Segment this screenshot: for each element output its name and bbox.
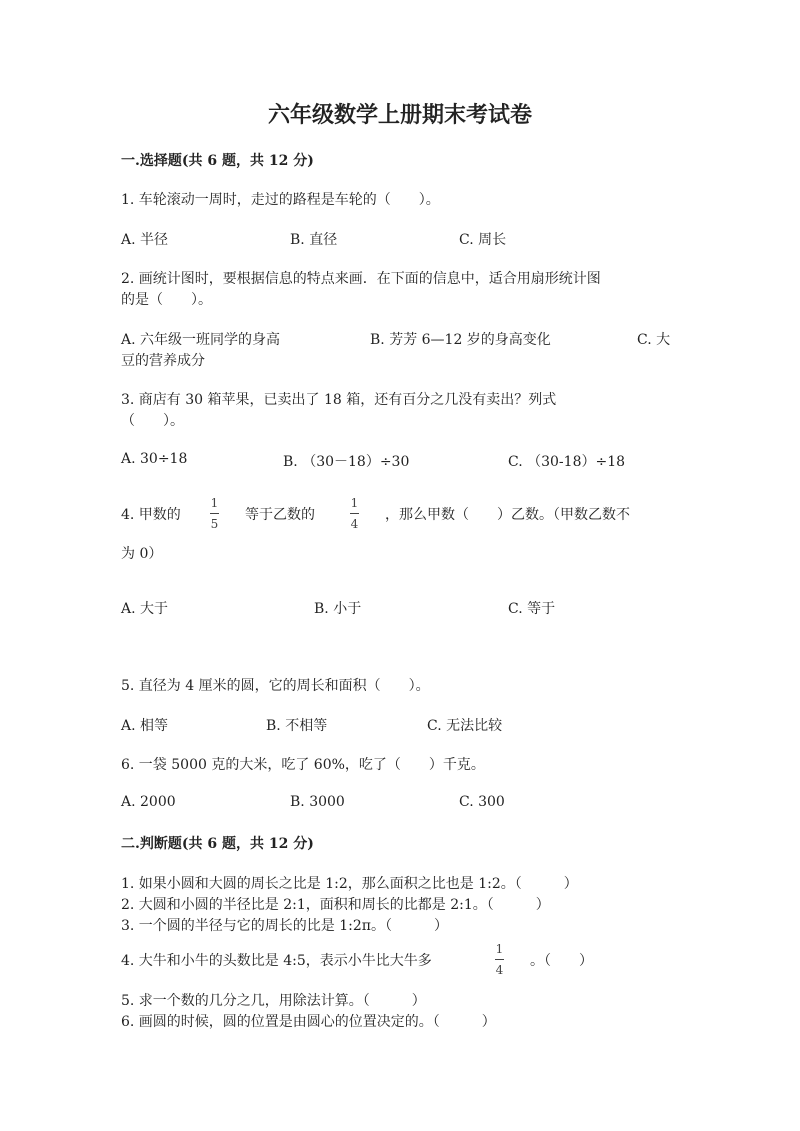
- judgment-6: 6. 画圆的时候，圆的位置是由圆心的位置决定的。（ ）: [121, 1014, 496, 1030]
- q4-option-b: B. 小于: [314, 601, 362, 617]
- q6-option-a: A. 2000: [121, 794, 176, 810]
- fraction-denominator: 4: [495, 963, 504, 977]
- section-heading-judgment: 二.判断题(共 6 题，共 12 分): [121, 836, 314, 852]
- judgment-2: 2. 大圆和小圆的半径比是 2:1，面积和周长的比都是 2:1。（ ）: [121, 897, 550, 913]
- q1-option-c: C. 周长: [459, 232, 507, 248]
- question-5-stem: 5. 直径为 4 厘米的圆，它的周长和面积（ ）。: [121, 678, 430, 694]
- judgment-5: 5. 求一个数的几分之几，用除法计算。（ ）: [121, 993, 426, 1009]
- fraction-numerator: 1: [210, 496, 219, 510]
- q3-option-a: A. 30÷18: [121, 451, 188, 467]
- fraction-denominator: 4: [350, 517, 359, 531]
- q2-option-b: B. 芳芳 6—12 岁的身高变化: [370, 332, 551, 348]
- judgment-3: 3. 一个圆的半径与它的周长的比是 1:2π。（ ）: [121, 918, 448, 934]
- question-4-part1: 4. 甲数的: [121, 507, 181, 523]
- judgment-4-part2: 。（ ）: [530, 953, 593, 969]
- q2-option-c-part2: 豆的营养成分: [121, 353, 205, 369]
- fraction-bar: [350, 513, 359, 514]
- question-4-part3: ，那么甲数（ ）乙数。（甲数乙数不: [385, 507, 630, 523]
- fraction-one-fourth: [350, 496, 359, 531]
- q5-option-c: C. 无法比较: [427, 718, 503, 734]
- exam-title: 六年级数学上册期末考试卷: [267, 102, 532, 128]
- q2-option-a: A. 六年级一班同学的身高: [121, 332, 281, 348]
- fraction-numerator: 1: [350, 496, 359, 510]
- question-2-stem-line1: 2. 画统计图时，要根据信息的特点来画．在下面的信息中，适合用扇形统计图: [121, 271, 601, 287]
- fraction-denominator: 5: [210, 517, 219, 531]
- q3-option-b: B. （30－18）÷30: [283, 454, 410, 470]
- question-3-stem-line2: （ ）。: [121, 413, 184, 429]
- q6-option-c: C. 300: [459, 794, 505, 810]
- q1-option-b: B. 直径: [290, 232, 338, 248]
- question-6-stem: 6. 一袋 5000 克的大米，吃了 60%，吃了（ ）千克。: [121, 757, 485, 773]
- judgment-4-part1: 4. 大牛和小牛的头数比是 4:5，表示小牛比大牛多: [121, 953, 432, 969]
- fraction-numerator: 1: [495, 942, 504, 956]
- fraction-one-fourth: [495, 942, 504, 977]
- q3-option-c: C. （30-18）÷18: [508, 454, 626, 470]
- q6-option-b: B. 3000: [290, 794, 345, 810]
- q1-option-a: A. 半径: [121, 232, 169, 248]
- question-1-stem: 1. 车轮滚动一周时，走过的路程是车轮的（ ）。: [121, 192, 440, 208]
- fraction-bar: [495, 959, 504, 960]
- q5-option-a: A. 相等: [121, 718, 169, 734]
- question-4-part2: 等于乙数的: [245, 507, 315, 523]
- fraction-bar: [210, 513, 219, 514]
- q5-option-b: B. 不相等: [266, 718, 328, 734]
- q4-option-c: C. 等于: [508, 601, 556, 617]
- fraction-one-fifth: [210, 496, 219, 531]
- q2-option-c-part1: C. 大: [637, 332, 671, 348]
- section-heading-choice: 一.选择题(共 6 题，共 12 分): [121, 153, 314, 169]
- question-3-stem-line1: 3. 商店有 30 箱苹果，已卖出了 18 箱，还有百分之几没有卖出？列式: [121, 392, 557, 408]
- judgment-1: 1. 如果小圆和大圆的周长之比是 1:2，那么面积之比也是 1:2。（ ）: [121, 876, 578, 892]
- question-2-stem-line2: 的是（ ）。: [121, 292, 212, 308]
- question-4-part4: 为 0）: [121, 546, 163, 562]
- q4-option-a: A. 大于: [121, 601, 169, 617]
